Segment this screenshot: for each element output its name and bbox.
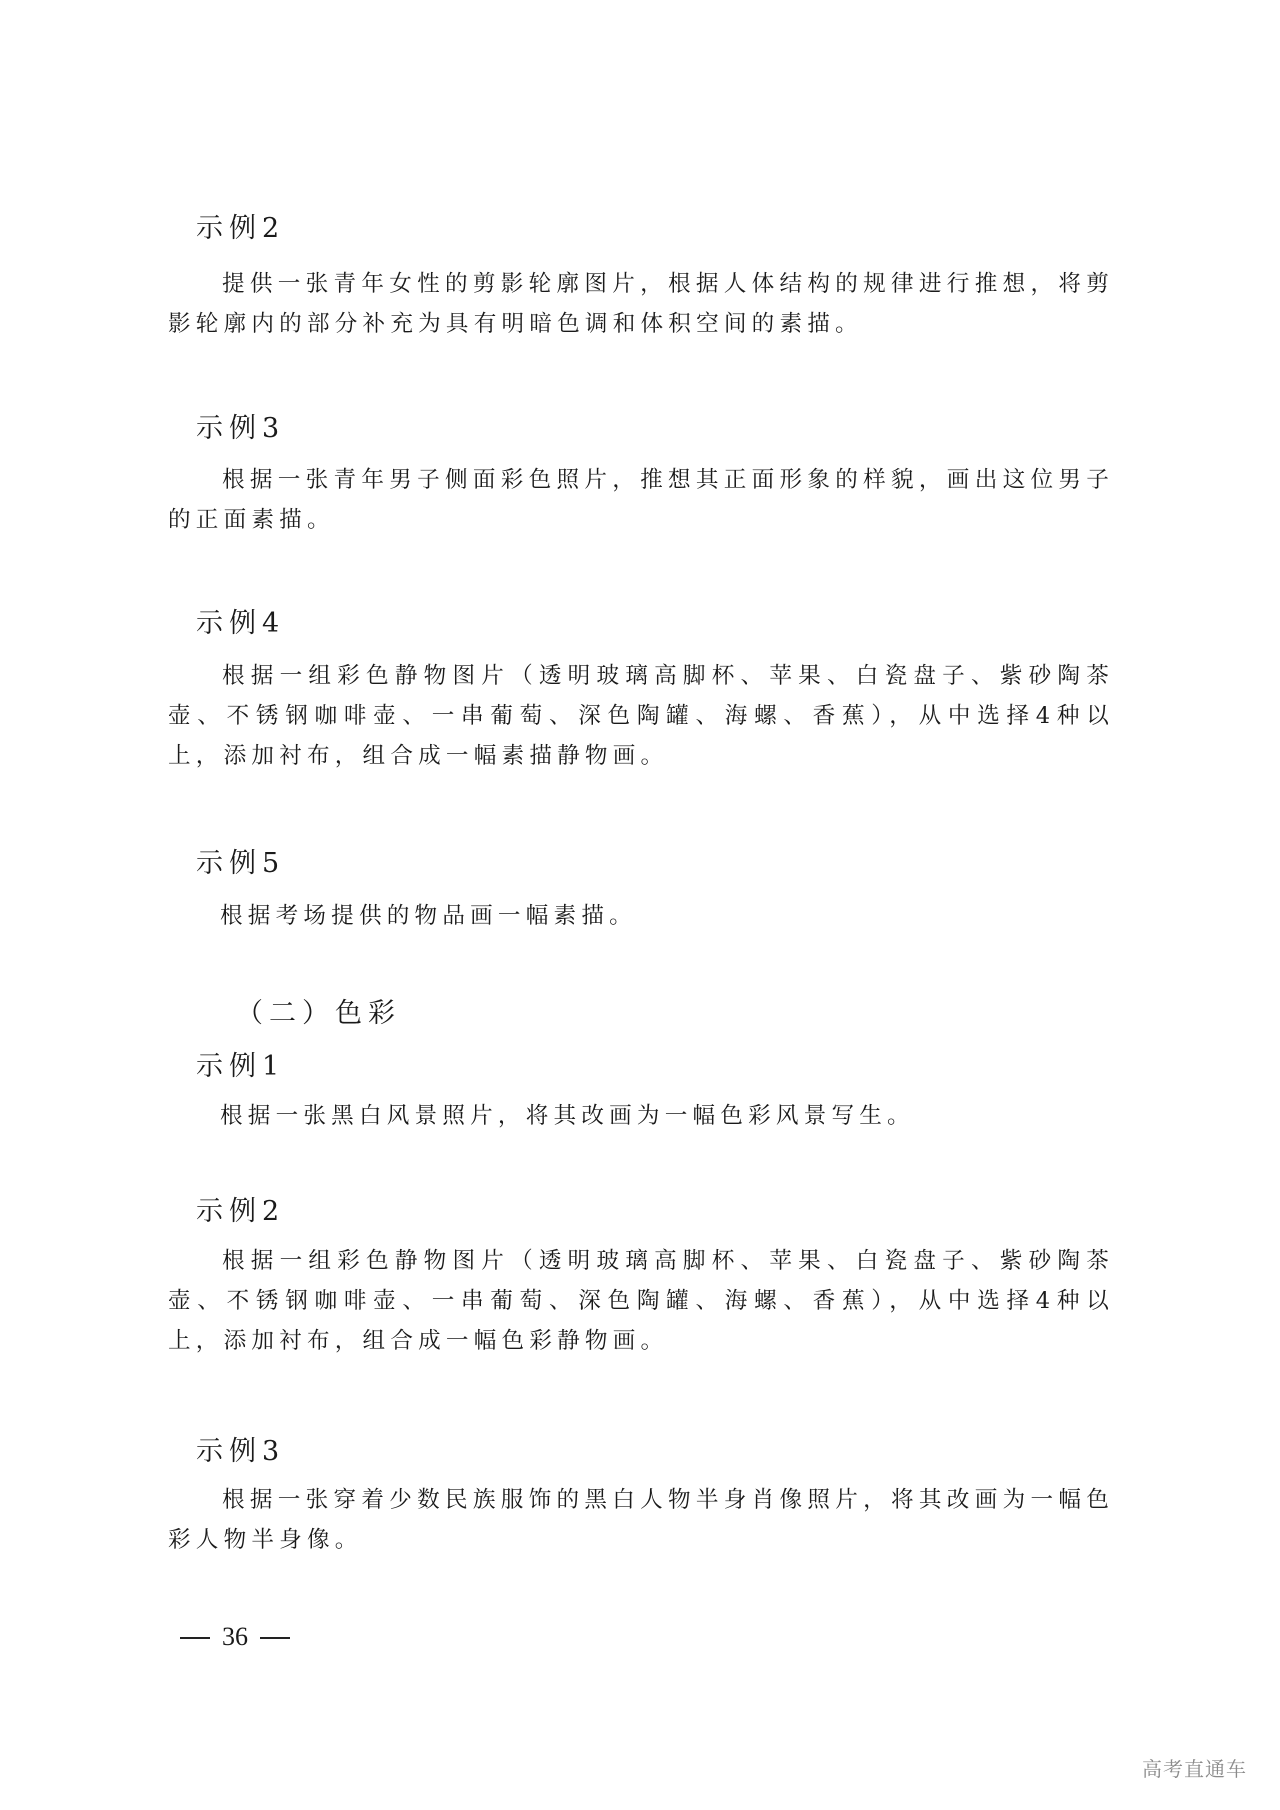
- page-number: [180, 1620, 290, 1654]
- example-heading: 示例3: [196, 1436, 286, 1467]
- watermark: 高考直通车: [1142, 1757, 1247, 1781]
- example-body: 根据一张黑白风景照片，将其改画为一幅色彩风景写生。: [220, 1103, 915, 1129]
- example-heading: 示例1: [196, 1051, 286, 1082]
- dash-right: [260, 1637, 290, 1639]
- example-body: 根据考场提供的物品画一幅素描。: [220, 903, 637, 929]
- example-heading: 示例4: [196, 608, 286, 639]
- example-body: 根据一组彩色静物图片（透明玻璃高脚杯、苹果、白瓷盘子、紫砂陶茶壶、不锈钢咖啡壶、一串葡萄、深色陶罐、海螺、香蕉），从中选择4种以上，添加衬布，组合成一幅素描静物画。: [168, 663, 1114, 769]
- example-body: 提供一张青年女性的剪影轮廓图片，根据人体结构的规律进行推想，将剪影轮廓内的部分补充为具有明暗色调和体积空间的素描。: [168, 271, 1114, 337]
- section-title: （二）色彩: [236, 998, 401, 1029]
- example-heading: 示例2: [196, 1196, 286, 1227]
- example-body: 根据一张穿着少数民族服饰的黑白人物半身肖像照片，将其改画为一幅色彩人物半身像。: [168, 1487, 1114, 1553]
- example-heading: 示例5: [196, 848, 286, 879]
- page-number-value: 36: [222, 1622, 248, 1651]
- example-body: 根据一组彩色静物图片（透明玻璃高脚杯、苹果、白瓷盘子、紫砂陶茶壶、不锈钢咖啡壶、一串葡萄、深色陶罐、海螺、香蕉），从中选择4种以上，添加衬布，组合成一幅色彩静物画。: [168, 1248, 1114, 1354]
- example-heading: 示例2: [196, 213, 286, 244]
- example-heading: 示例3: [196, 413, 286, 444]
- example-body: 根据一张青年男子侧面彩色照片，推想其正面形象的样貌，画出这位男子的正面素描。: [168, 467, 1114, 533]
- dash-left: [180, 1637, 210, 1639]
